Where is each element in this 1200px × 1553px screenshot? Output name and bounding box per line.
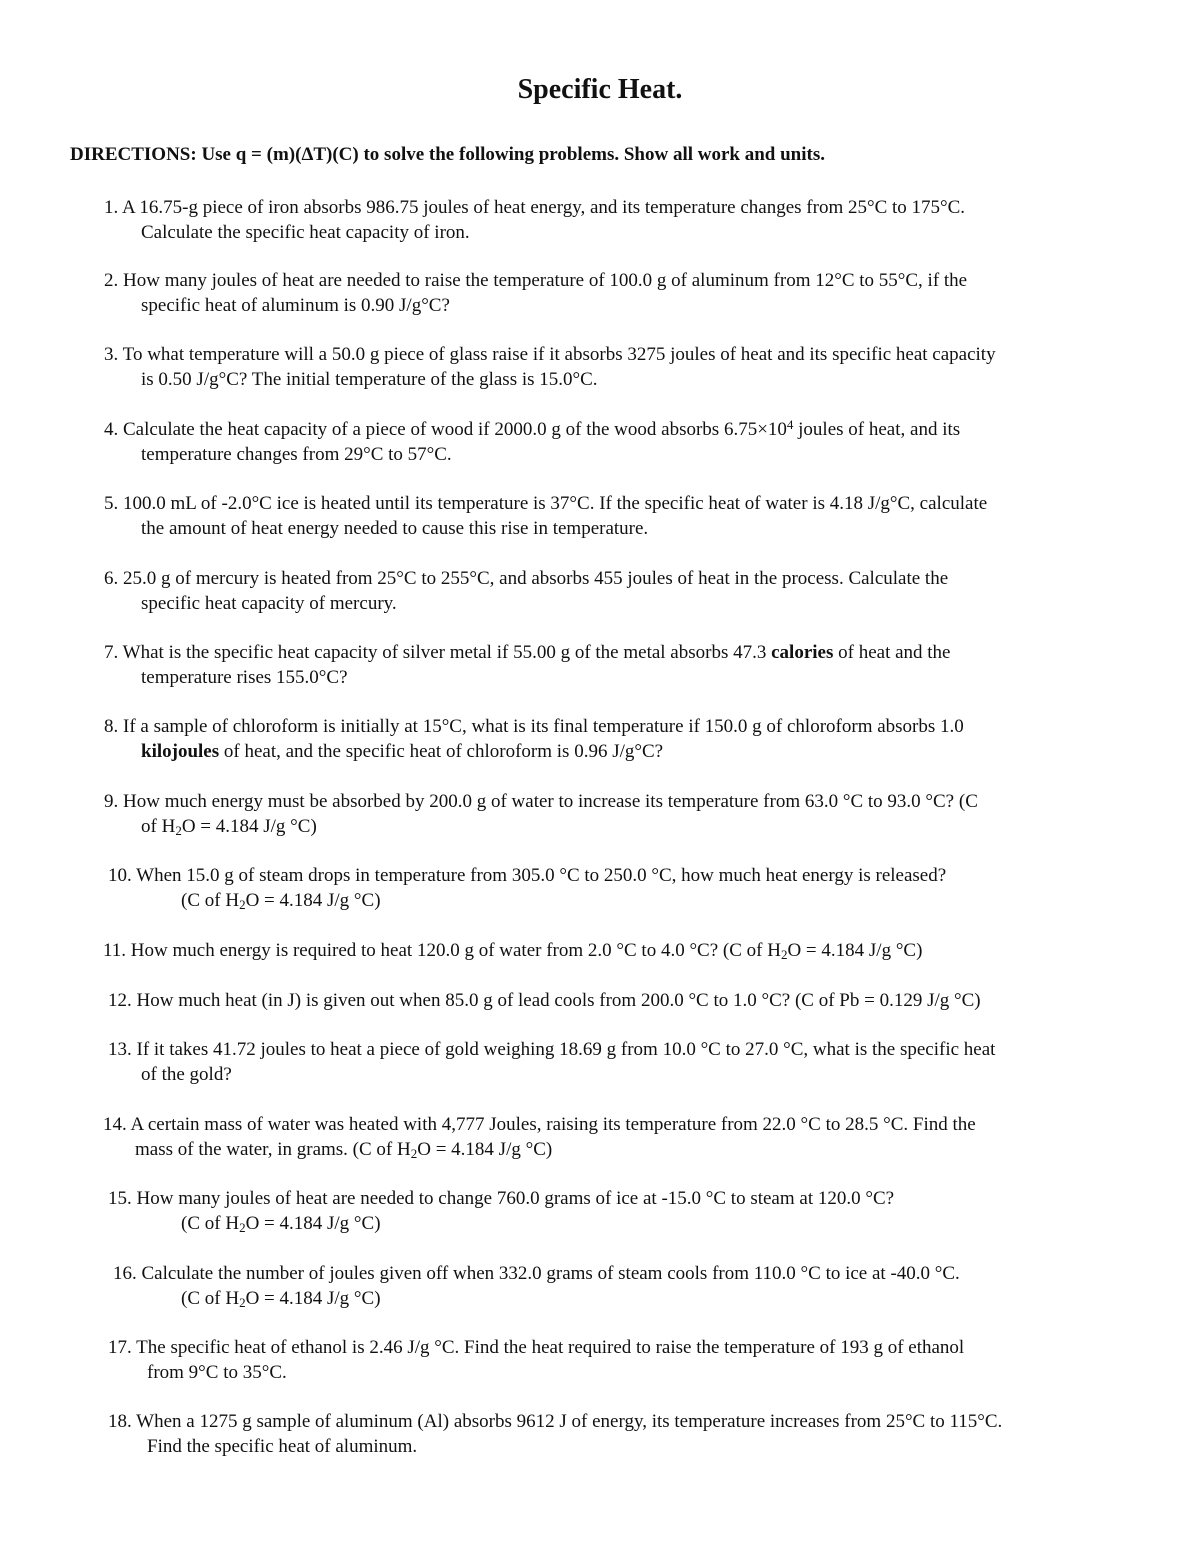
question-text-cont: O = 4.184 J/g °C) xyxy=(245,1288,381,1309)
question-number: 1. xyxy=(104,197,119,218)
exponent: 4 xyxy=(786,417,794,432)
question-number: 9. xyxy=(104,791,119,812)
question-text: How many joules of heat are needed to raise the temperature of 100.0 g of aluminum from 12°C to 55°C, if the xyxy=(123,270,968,291)
question-text-cont: (C of H xyxy=(181,890,240,911)
question-13 xyxy=(108,1037,995,1087)
question-number: 6. xyxy=(104,568,119,589)
question-4 xyxy=(104,417,960,467)
question-text-cont: temperature changes from 29°C to 57°C. xyxy=(141,444,452,465)
question-8 xyxy=(104,714,964,764)
question-text: When 15.0 g of steam drops in temperature from 305.0 °C to 250.0 °C, how much heat energy is released? xyxy=(136,865,947,886)
question-text-cont: of H xyxy=(141,816,176,837)
question-number: 15. xyxy=(108,1188,132,1209)
question-text-cont: O = 4.184 J/g °C) xyxy=(245,1213,381,1234)
emphasis: calories xyxy=(771,642,834,663)
question-7 xyxy=(104,640,951,690)
question-text-cont: (C of H xyxy=(181,1213,240,1234)
question-text-cont: Find the specific heat of aluminum. xyxy=(147,1436,418,1457)
question-text: How much heat (in J) is given out when 85.0 g of lead cools from 200.0 °C to 1.0 °C? (C of Pb = 0.129 J/g °C) xyxy=(136,990,981,1011)
question-text-cont: (C of H xyxy=(181,1288,240,1309)
question-text-cont: of heat, and the specific heat of chloroform is 0.96 J/g°C? xyxy=(219,741,664,762)
question-number: 5. xyxy=(104,493,119,514)
question-text: How much energy must be absorbed by 200.0 g of water to increase its temperature from 63.0 °C to 93.0 °C? (C xyxy=(123,791,978,812)
question-text-cont: from 9°C to 35°C. xyxy=(147,1362,287,1383)
question-1 xyxy=(104,195,965,245)
question-number: 10. xyxy=(108,865,132,886)
question-15 xyxy=(108,1186,894,1236)
question-text: If it takes 41.72 joules to heat a piece of gold weighing 18.69 g from 10.0 °C to 27.0 °C, what is the specific heat xyxy=(136,1039,996,1060)
question-number: 16. xyxy=(113,1263,137,1284)
question-text: How much energy is required to heat 120.0 g of water from 2.0 °C to 4.0 °C? (C of H xyxy=(130,940,781,961)
subscript: 2 xyxy=(175,823,182,838)
question-6 xyxy=(104,566,948,616)
question-9 xyxy=(104,789,978,839)
question-10 xyxy=(108,863,946,913)
question-text-cont: mass of the water, in grams. (C of H xyxy=(135,1139,411,1160)
question-number: 13. xyxy=(108,1039,132,1060)
subscript: 2 xyxy=(239,897,246,912)
question-text: If a sample of chloroform is initially at 15°C, what is its final temperature if 150.0 g of chloroform absorbs 1.0 xyxy=(123,716,964,737)
question-3 xyxy=(104,342,996,392)
question-text: How many joules of heat are needed to change 760.0 grams of ice at -15.0 °C to steam at 120.0 °C? xyxy=(136,1188,895,1209)
question-text-cont: temperature rises 155.0°C? xyxy=(141,667,348,688)
question-text-cont: Calculate the specific heat capacity of iron. xyxy=(141,222,470,243)
question-text: When a 1275 g sample of aluminum (Al) absorbs 9612 J of energy, its temperature increases from 25°C to 115°C. xyxy=(136,1411,1003,1432)
question-text: O = 4.184 J/g °C) xyxy=(787,940,923,961)
subscript: 2 xyxy=(239,1295,246,1310)
question-text-cont: specific heat of aluminum is 0.90 J/g°C? xyxy=(141,295,450,316)
question-11 xyxy=(103,938,922,963)
question-text: The specific heat of ethanol is 2.46 J/g °C. Find the heat required to raise the temperature of 193 g of ethanol xyxy=(136,1337,965,1358)
question-text-cont: is 0.50 J/g°C? The initial temperature of the glass is 15.0°C. xyxy=(141,369,598,390)
question-text: Calculate the number of joules given off when 332.0 grams of steam cools from 110.0 °C to ice at -40.0 °C. xyxy=(141,1263,960,1284)
subscript: 2 xyxy=(239,1220,246,1235)
question-text: To what temperature will a 50.0 g piece of glass raise if it absorbs 3275 joules of heat and its specific heat capacity xyxy=(122,344,996,365)
question-14 xyxy=(103,1112,976,1162)
emphasis: kilojoules xyxy=(141,741,220,762)
question-5 xyxy=(104,491,987,541)
question-text-cont: specific heat capacity of mercury. xyxy=(141,593,397,614)
question-text: of heat and the xyxy=(833,642,951,663)
question-text: 25.0 g of mercury is heated from 25°C to 255°C, and absorbs 455 joules of heat in the process. Calculate the xyxy=(123,568,949,589)
question-number: 8. xyxy=(104,716,119,737)
question-text-cont: O = 4.184 J/g °C) xyxy=(245,890,381,911)
question-16 xyxy=(113,1261,960,1311)
question-number: 14. xyxy=(103,1114,127,1135)
question-17 xyxy=(108,1335,964,1385)
subscript: 2 xyxy=(780,947,788,962)
question-18 xyxy=(108,1409,1002,1459)
subscript: 2 xyxy=(410,1146,418,1161)
question-number: 3. xyxy=(104,344,119,365)
question-text: A 16.75-g piece of iron absorbs 986.75 joules of heat energy, and its temperature changes from 25°C to 175°C. xyxy=(121,197,966,218)
question-number: 17. xyxy=(108,1337,132,1358)
page-title: Specific Heat. xyxy=(517,74,683,105)
question-number: 2. xyxy=(104,270,119,291)
question-text-cont: of the gold? xyxy=(141,1064,232,1085)
question-text: What is the specific heat capacity of silver metal if 55.00 g of the metal absorbs 47.3 xyxy=(122,642,772,663)
question-text: Calculate the heat capacity of a piece of wood if 2000.0 g of the wood absorbs 6.75×10 xyxy=(123,419,787,440)
question-number: 4. xyxy=(104,419,119,440)
question-number: 18. xyxy=(108,1411,132,1432)
question-text: A certain mass of water was heated with 4,777 Joules, raising its temperature from 22.0 °C to 28.5 °C. Find the xyxy=(130,1114,976,1135)
question-number: 12. xyxy=(108,990,132,1011)
question-text-cont: the amount of heat energy needed to cause this rise in temperature. xyxy=(141,518,649,539)
question-2 xyxy=(104,268,967,318)
question-text-cont: O = 4.184 J/g °C) xyxy=(181,816,317,837)
question-number: 7. xyxy=(104,642,119,663)
question-text: joules of heat, and its xyxy=(793,419,961,440)
question-number: 11. xyxy=(103,940,127,961)
directions: DIRECTIONS: Use q = (m)(ΔT)(C) to solve the following problems. Show all work and units. xyxy=(70,144,825,165)
question-text-cont: O = 4.184 J/g °C) xyxy=(417,1139,553,1160)
question-12 xyxy=(108,988,981,1013)
question-text: 100.0 mL of -2.0°C ice is heated until its temperature is 37°C. If the specific heat of water is 4.18 J/g°C, calculate xyxy=(123,493,988,514)
